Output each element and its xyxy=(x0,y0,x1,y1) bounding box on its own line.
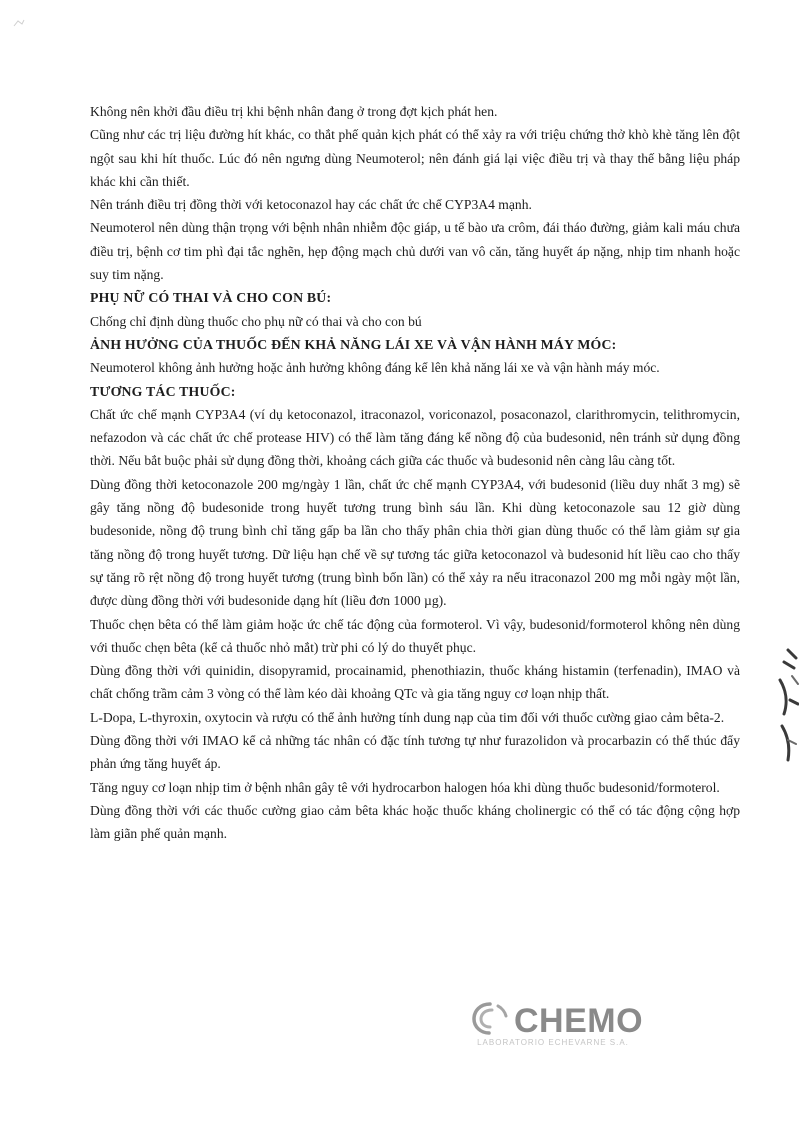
partial-stamp-mark xyxy=(758,640,799,770)
paragraph-cyp3a4-inhibitors: Chất ức chế mạnh CYP3A4 (ví dụ ketoconazol, itraconazol, voriconazol, posaconazol, clarithromycin, telithromycin, nefazodon và các chất ức chế protease HIV) có thể làm tăng đáng kể nồng độ của budesonid, nên tránh sử dụng đồng thời. Nếu bắt buộc phải sử dụng đồng thời, khoảng cách giữa các thuốc và budesonid nên càng lâu càng tốt. xyxy=(90,406,740,469)
paragraph-pregnancy: Chống chỉ định dùng thuốc cho phụ nữ có thai và cho con bú xyxy=(90,313,422,329)
paragraph-beta-blockers: Thuốc chẹn bêta có thể làm giảm hoặc ức chế tác động của formoterol. Vì vậy, budesonid/formoterol không nên dùng với thuốc chẹn bêta (kể cả thuốc nhỏ mắt) trừ phi có lý do thuyết phục. xyxy=(90,616,740,655)
paragraph-asthma-exacerbation: Không nên khởi đầu điều trị khi bệnh nhân đang ở trong đợt kịch phát hen. xyxy=(90,104,498,119)
chemo-swirl-icon xyxy=(468,998,512,1038)
paragraph-arrhythmia-risk: Tăng nguy cơ loạn nhịp tim ở bệnh nhân gây tê với hydrocarbon halogen hóa khi dùng thuốc budesonid/formoterol. xyxy=(90,779,720,795)
chemo-logo-word: CHEMO xyxy=(514,1002,644,1040)
paragraph-additive-bronchodilation: Dùng đồng thời với các thuốc cường giao cảm bêta khác hoặc thuốc kháng cholinergic có thể có tác động cộng hợp làm giãn phế quản mạnh. xyxy=(90,802,740,842)
heading-driving: ẢNH HƯỞNG CỦA THUỐC ĐẾN KHẢ NĂNG LÁI XE VÀ VẬN HÀNH MÁY MÓC: xyxy=(90,336,617,352)
paragraph-qtc-prolongation: Dùng đồng thời với quinidin, disopyramid, procainamid, phenothiazin, thuốc kháng histamin (terfenadin), IMAO và chất chống trầm cảm 3 vòng có thể làm kéo dài khoảng QTc và gia tăng nguy cơ loạn nhịp thất. xyxy=(90,663,740,702)
heading-pregnancy: PHỤ NỮ CÓ THAI VÀ CHO CON BÚ: xyxy=(90,290,332,306)
document-body xyxy=(90,100,740,846)
chemo-logo-subtitle: LABORATORIO ECHEVARNE S.A. xyxy=(477,1038,629,1047)
paragraph-bronchospasm: Cũng như các trị liệu đường hít khác, co thắt phế quản kịch phát có thể xảy ra với triệu chứng thở khò khè tăng lên đột ngột sau khi hít thuốc. Lúc đó nên ngưng dùng Neumoterol; nên đánh giá lại việc điều trị và thay thế bằng liệu pháp khác khi cần thiết. xyxy=(90,127,740,189)
paragraph-imao: Dùng đồng thời với IMAO kể cả những tác nhân có đặc tính tương tự như furazolidon và procarbazin có thể thúc đẩy phản ứng tăng huyết áp. xyxy=(90,733,740,772)
paragraph-caution-conditions: Neumoterol nên dùng thận trọng với bệnh nhân nhiễm độc giáp, u tế bào ưa crôm, đái tháo đường, giảm kali máu chưa điều trị, bệnh cơ tim phì đại tắc nghẽn, hẹp động mạch chủ dưới van vô căn, tăng huyết áp nặng, nhịp tim nhanh hoặc suy tim nặng. xyxy=(90,220,740,283)
chemo-logo xyxy=(468,998,644,1048)
paragraph-ketoconazol-warning: Nên tránh điều trị đồng thời với ketoconazol hay các chất ức chế CYP3A4 mạnh. xyxy=(90,197,532,213)
scan-speck xyxy=(12,18,26,28)
paragraph-ketoconazole-dosing: Dùng đồng thời ketoconazole 200 mg/ngày 1 lần, chất ức chế mạnh CYP3A4, với budesonid (liều duy nhất 3 mg) sẽ gây tăng nồng độ budesonide trong huyết tương trung bình sáu lần. Khi dùng ketoconazole sau 12 giờ dùng budesonide, nồng độ trung bình chỉ tăng gấp ba lần cho thấy phân chia thời gian dùng thuốc có thể làm giảm sự gia tăng nồng độ trong huyết tương. Dữ liệu hạn chế về sự tương tác giữa ketoconazol và budesonid hít liều cao cho thấy sự tăng rõ rệt nồng độ trong huyết tương (trung bình bốn lần) có thể xảy ra nếu itraconazol 200 mg mỗi ngày một lần, được dùng đồng thời với budesonide dạng hít (liều đơn 1000 µg). xyxy=(90,476,740,609)
paragraph-driving: Neumoterol không ảnh hưởng hoặc ảnh hưởng không đáng kể lên khả năng lái xe và vận hành máy móc. xyxy=(90,360,660,376)
heading-interactions: TƯƠNG TÁC THUỐC: xyxy=(90,383,236,399)
paragraph-ldopa: L-Dopa, L-thyroxin, oxytocin và rượu có thể ảnh hưởng tính dung nạp của tim đối với thuốc cường giao cảm bêta-2. xyxy=(90,709,725,725)
